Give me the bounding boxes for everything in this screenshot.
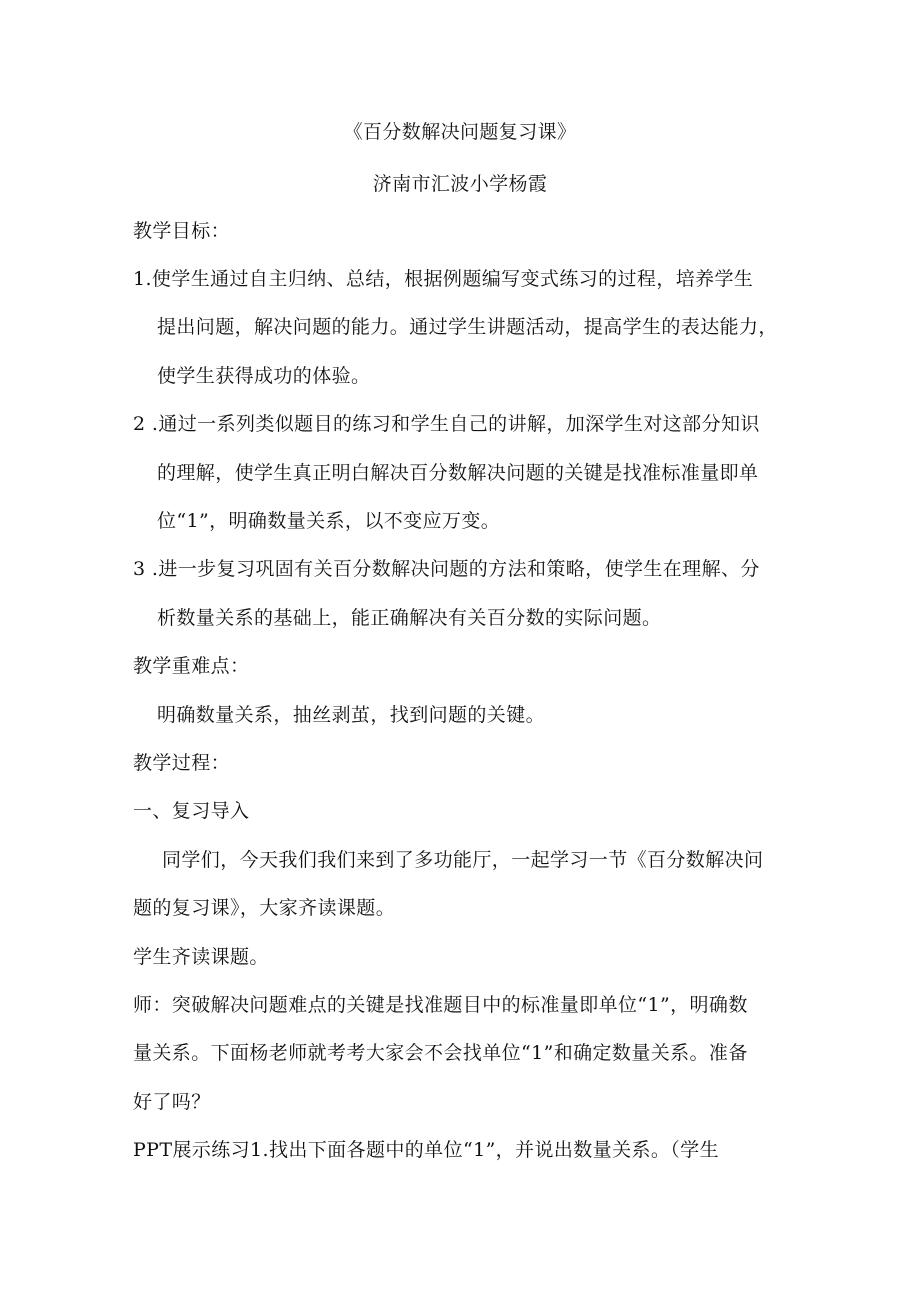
difficulty-heading: 教学重难点： [133,655,250,677]
document-author: 济南市汇波小学杨霞 [372,173,548,195]
students-read-text: 学生齐读课题。 [133,946,269,968]
section-1-heading: 一、复习导入 [133,800,250,822]
objective-1-line-2: 提出问题，解决问题的能力。通过学生讲题活动，提高学生的表达能力， [157,316,778,338]
objective-2-line-2: 的理解，使学生真正明白解决百分数解决问题的关键是找准标准量即单 [157,462,759,484]
objective-3-line-1: 3 .进一步复习巩固有关百分数解决问题的方法和策略，使学生在理解、分 [133,558,760,580]
teacher-paragraph-line-1: 师：突破解决问题难点的关键是找准题目中的标准量即单位“1”，明确数 [133,994,748,1016]
objectives-heading: 教学目标： [133,220,231,242]
objective-1-line-3: 使学生获得成功的体验。 [157,365,371,387]
intro-paragraph-line-1: 同学们，今天我们我们来到了多功能厅，一起学习一节《百分数解决问 [162,849,764,871]
objective-1-line-1: 1.使学生通过自主归纳、总结，根据例题编写变式练习的过程，培养学生 [133,268,754,290]
teacher-paragraph-line-3: 好了吗？ [133,1091,211,1113]
objective-2-line-3: 位“1”，明确数量关系，以不变应万变。 [157,510,501,532]
teacher-paragraph-line-2: 量关系。下面杨老师就考考大家会不会找单位“1”和确定数量关系。准备 [133,1042,748,1064]
intro-paragraph-line-2: 题的复习课》，大家齐读课题。 [133,897,396,919]
objective-2-line-1: 2 .通过一系列类似题目的练习和学生自己的讲解，加深学生对这部分知识 [133,413,760,435]
difficulty-text: 明确数量关系，抽丝剥茧，找到问题的关键。 [157,704,546,726]
process-heading: 教学过程： [133,752,231,774]
ppt-exercise-line: PPT展示练习1.找出下面各题中的单位“1”，并说出数量关系。（学生 [133,1139,719,1161]
document-title: 《百分数解决问题复习课》 [343,121,577,143]
objective-3-line-2: 析数量关系的基础上，能正确解决有关百分数的实际问题。 [157,607,662,629]
